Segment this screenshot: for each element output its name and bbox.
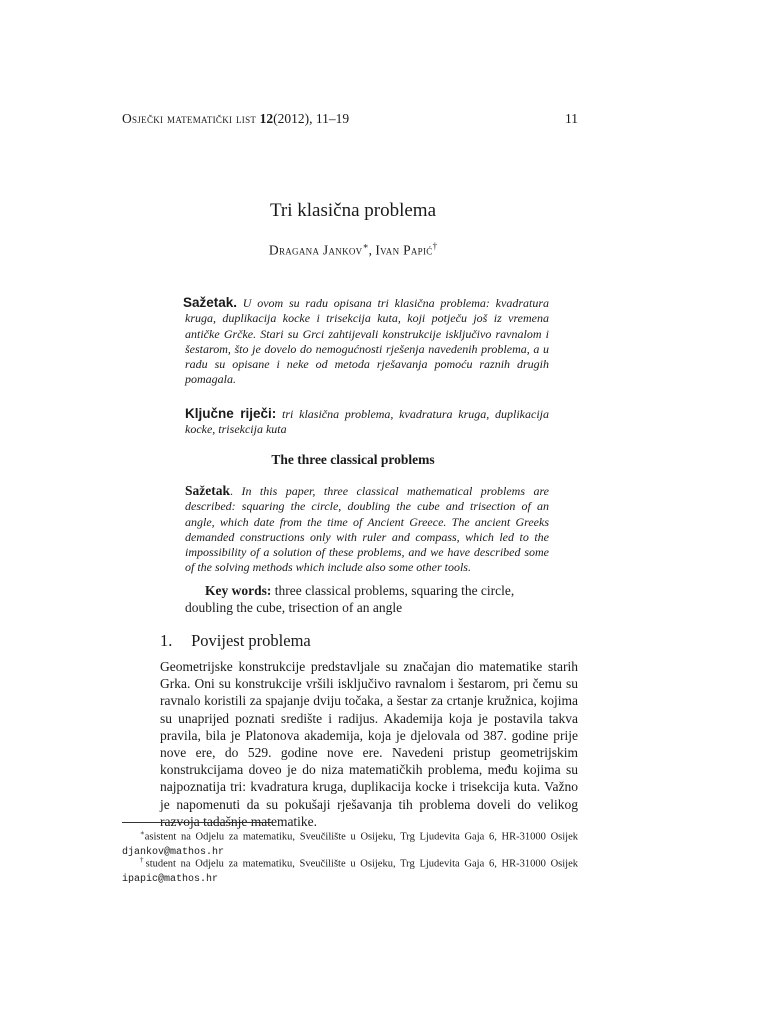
english-title: The three classical problems (271, 452, 435, 467)
section-number: 1. (160, 631, 173, 650)
footnote-2-text: student na Odjelu za matematiku, Sveučilište u Osijeku, Trg Ljudevita Gaja 6, HR-31000 Osijek (145, 858, 579, 870)
paper-title: Tri klasična problema (269, 200, 437, 221)
footnote-1-email: djankov@mathos.hr (122, 846, 225, 858)
footnote-rule (122, 822, 272, 823)
keywords-croatian (185, 406, 549, 438)
abstract-croatian (185, 295, 549, 388)
keywords-en-text: three classical problems, squaring the circle, doubling the cube, trisection of an angle (185, 583, 515, 615)
journal-name: Osječki matematički list (122, 111, 257, 126)
footnote-2-email: ipapic@mathos.hr (122, 873, 219, 885)
footnote-2 (122, 853, 578, 887)
author-2: Ivan Papić (375, 242, 433, 258)
author-1-footnote-mark: ∗ (362, 241, 369, 251)
keywords-en-label: Key words: (205, 583, 272, 598)
abstract-en-label-dot: . (230, 484, 233, 498)
author-separator: , (368, 242, 376, 258)
abstract-label: Sažetak. (183, 295, 238, 310)
running-header (122, 111, 578, 127)
author-2-footnote-mark: † (432, 241, 438, 251)
journal-year-pages: (2012), 11–19 (273, 111, 350, 126)
abstract-en-text: In this paper, three classical mathematical problems are described: squaring the circle, doubling the cube and trisection of an angle, which date from the time of Ancient Greece. The ancient Greeks demanded constructions only with ruler and compass, which led to the impossibility of a solution of these problems, and we have described some of the solving methods which include also some other tools. (185, 484, 550, 575)
body-paragraph: Geometrijske konstrukcije predstavljale su značajan dio matematike starih Grka. Oni su konstrukcije vršili isključivo ravnalom i šestarom, pri čemu su ravnalo koristili za spajanje dviju točaka, a šestar za crtanje kružnica, kojima su unaprijed poznati središte i radijus. Akademija koja je postavila takva pravila, bila je Platonova akademija, koja je djelovala od 387. godine prije nove ere, do 529. godine nove ere. Navedeni pristup geometrijskim konstrukcijama doveo je do niza matematičkih problema, među kojima su najpoznatija tri: kvadratura kruga, duplikacija kocke i trisekcija kuta. Važno je napomenuti da su pokušaji rješavanja tih problema doveli do velikog razvoja tadašnje matematike. (160, 659, 578, 829)
author-line (0, 241, 706, 259)
footnote-2-mark: † (140, 856, 146, 864)
keywords-english (185, 582, 549, 616)
section-title: Povijest problema (191, 631, 311, 650)
journal-volume: 12 (259, 111, 274, 126)
page-number: 11 (565, 111, 578, 126)
abstract-en-label: Sažetak (185, 483, 230, 498)
keywords-text: tri klasična problema, kvadratura kruga, duplikacija kocke, trisekcija kuta (185, 407, 549, 437)
footnote-1-text: asistent na Odjelu za matematiku, Sveučilište u Osijeku, Trg Ljudevita Gaja 6, HR-31000 Osijek (144, 831, 578, 843)
keywords-label: Ključne riječi: (185, 406, 277, 421)
section-heading (160, 631, 311, 651)
author-1: Dragana Jankov (268, 242, 363, 258)
footnote-1-mark: ∗ (140, 829, 145, 837)
abstract-english (185, 483, 549, 576)
abstract-text: U ovom su radu opisana tri klasična problema: kvadratura kruga, duplikacija kocke i trisekcija kuta, koji potječu još iz vremena antičke Grčke. Stari su Grci zahtijevali konstrukcije isključivo ravnalom i šestarom, što je dovelo do nemogućnosti rješenja navedenih problema, a u radu su opisane i neke od metoda rješavanja pomoću raznih drugih pomagala. (185, 296, 549, 387)
